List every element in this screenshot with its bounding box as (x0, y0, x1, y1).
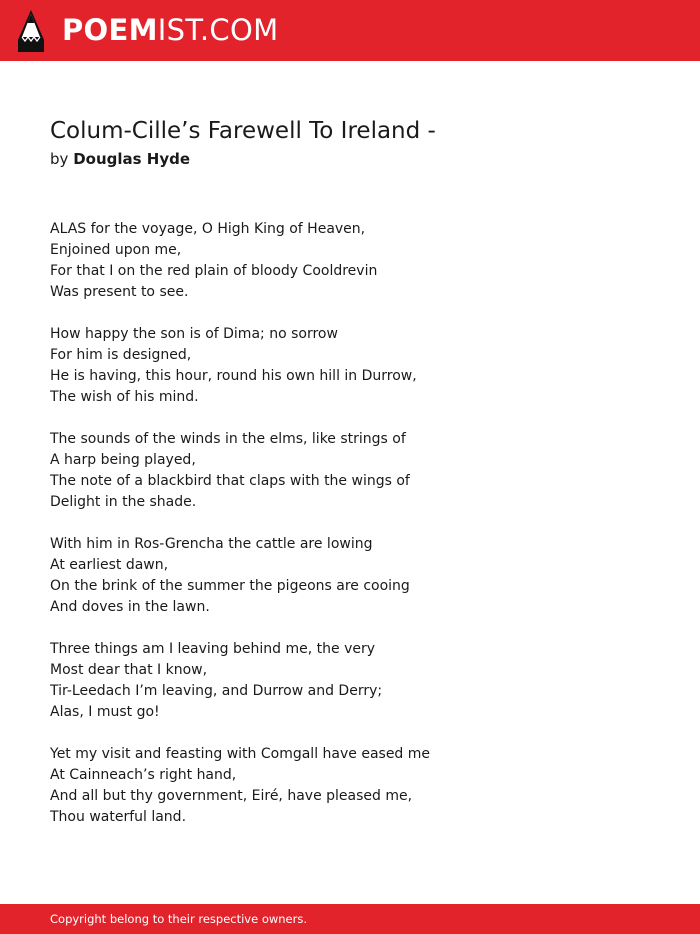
poem-line: On the brink of the summer the pigeons are cooing (50, 578, 410, 594)
poem-line: Thou waterful land. (50, 809, 187, 825)
pencil-tip-icon (18, 10, 44, 52)
stanza (50, 219, 670, 303)
poem-line: Alas, I must go! (50, 704, 160, 720)
copyright-notice: Copyright belong to their respective owners. (50, 912, 308, 926)
poem-line: Enjoined upon me, (50, 242, 182, 258)
stanza (50, 534, 670, 618)
logo-text-bold: POEM (62, 13, 158, 47)
poem-line: Delight in the shade. (50, 494, 197, 510)
poem-line: And doves in the lawn. (50, 599, 210, 615)
site-footer (0, 904, 700, 934)
site-header (0, 0, 700, 61)
byline-prefix: by (50, 150, 69, 168)
stanza (50, 744, 670, 828)
stanza (50, 429, 670, 513)
poem-line: Most dear that I know, (50, 662, 208, 678)
logo-text-light: IST.COM (157, 13, 279, 47)
poem-line: A harp being played, (50, 452, 196, 468)
poem-line: With him in Ros-Grencha the cattle are lowing (50, 536, 373, 552)
poem-line: How happy the son is of Dima; no sorrow (50, 326, 338, 342)
poem-line: For that I on the red plain of bloody Cooldrevin (50, 263, 378, 279)
poem-line: For him is designed, (50, 347, 192, 363)
poem-line: The sounds of the winds in the elms, like strings of (50, 431, 406, 447)
poem-line: Was present to see. (50, 284, 189, 300)
site-logo[interactable] (62, 12, 278, 48)
poem-line: The note of a blackbird that claps with the wings of (50, 473, 410, 489)
poem-line: He is having, this hour, round his own hill in Durrow, (50, 368, 417, 384)
poem-byline (50, 149, 190, 169)
poem-title: Colum-Cille’s Farewell To Ireland - (50, 118, 436, 144)
stanza (50, 324, 670, 408)
poem-line: At earliest dawn, (50, 557, 169, 573)
poem-line: And all but thy government, Eiré, have pleased me, (50, 788, 413, 804)
poem-line: ALAS for the voyage, O High King of Heaven, (50, 221, 366, 237)
poem-line: The wish of his mind. (50, 389, 199, 405)
poem-line: Yet my visit and feasting with Comgall have eased me (50, 746, 431, 762)
poem-line: At Cainneach’s right hand, (50, 767, 237, 783)
poem-line: Tir-Leedach I’m leaving, and Durrow and Derry; (50, 683, 383, 699)
stanza (50, 639, 670, 723)
poem-line: Three things am I leaving behind me, the very (50, 641, 376, 657)
poem-author[interactable]: Douglas Hyde (73, 150, 191, 168)
poem-body (50, 219, 670, 849)
